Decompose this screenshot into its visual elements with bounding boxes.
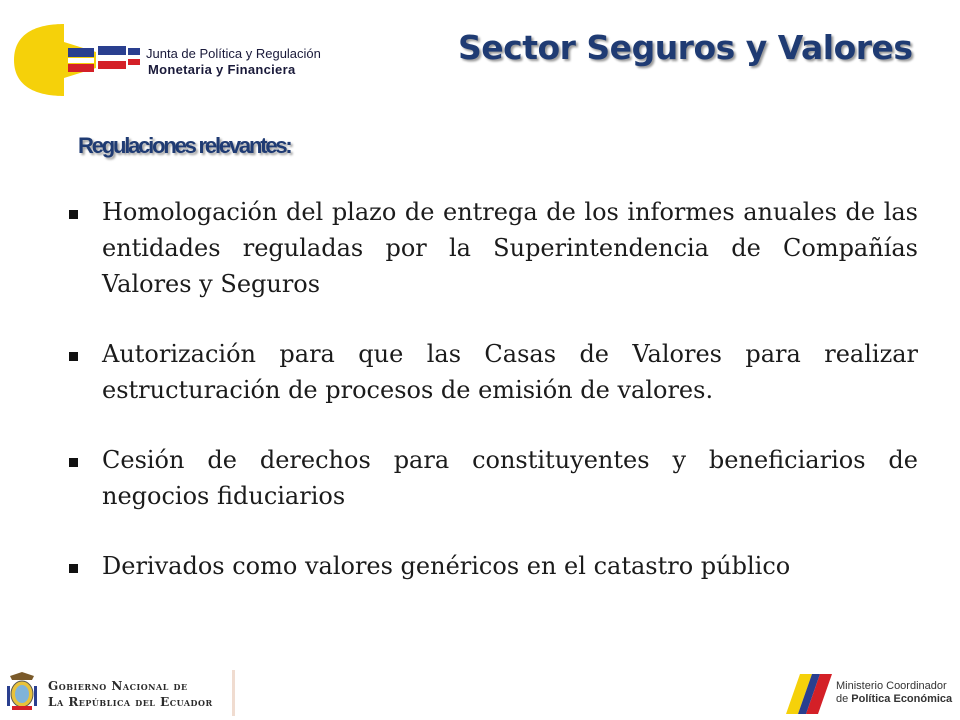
regulations-list (66, 194, 918, 618)
square-bullet-icon (69, 210, 78, 219)
gov-name-line1: Gobierno Nacional de (48, 679, 188, 693)
list-item-text: Homologación del plazo de entrega de los informes anuales de las entidades reguladas por la Superintendencia de Compañías Valores y Seguros (102, 198, 918, 298)
slide-title: Sector Seguros y Valores (458, 28, 913, 67)
square-bullet-icon (69, 564, 78, 573)
footer-divider (232, 670, 235, 716)
list-item-text: Autorización para que las Casas de Valores para realizar estructuración de procesos de emisión de valores. (102, 340, 918, 404)
section-heading: Regulaciones relevantes: (78, 133, 291, 158)
list-item (66, 336, 918, 408)
org-name-line2: Monetaria y Financiera (148, 62, 296, 77)
list-item-text: Derivados como valores genéricos en el catastro público (102, 552, 791, 580)
government-footer-logo (0, 664, 240, 720)
ministry-name-prefix: de (836, 693, 852, 705)
square-bullet-icon (69, 458, 78, 467)
ministry-name (836, 680, 952, 706)
ministry-footer-logo (786, 664, 960, 720)
ministry-name-line1: Ministerio Coordinador (836, 680, 947, 692)
ministry-name-line2 (836, 693, 952, 706)
list-item (66, 442, 918, 514)
organization-name (146, 46, 321, 78)
org-name-line1: Junta de Política y Regulación (146, 46, 321, 61)
list-item (66, 548, 918, 584)
list-item (66, 194, 918, 302)
ministry-logo-icon (786, 674, 832, 714)
gov-name-line2: La República del Ecuador (48, 695, 213, 709)
government-name (48, 678, 213, 710)
coat-of-arms-icon (6, 672, 38, 712)
square-bullet-icon (69, 352, 78, 361)
ministry-name-bold: Política Económica (851, 693, 953, 705)
list-item-text: Cesión de derechos para constituyentes y beneficiarios de negocios fiduciarios (102, 446, 918, 510)
jprmf-logo (12, 22, 142, 98)
